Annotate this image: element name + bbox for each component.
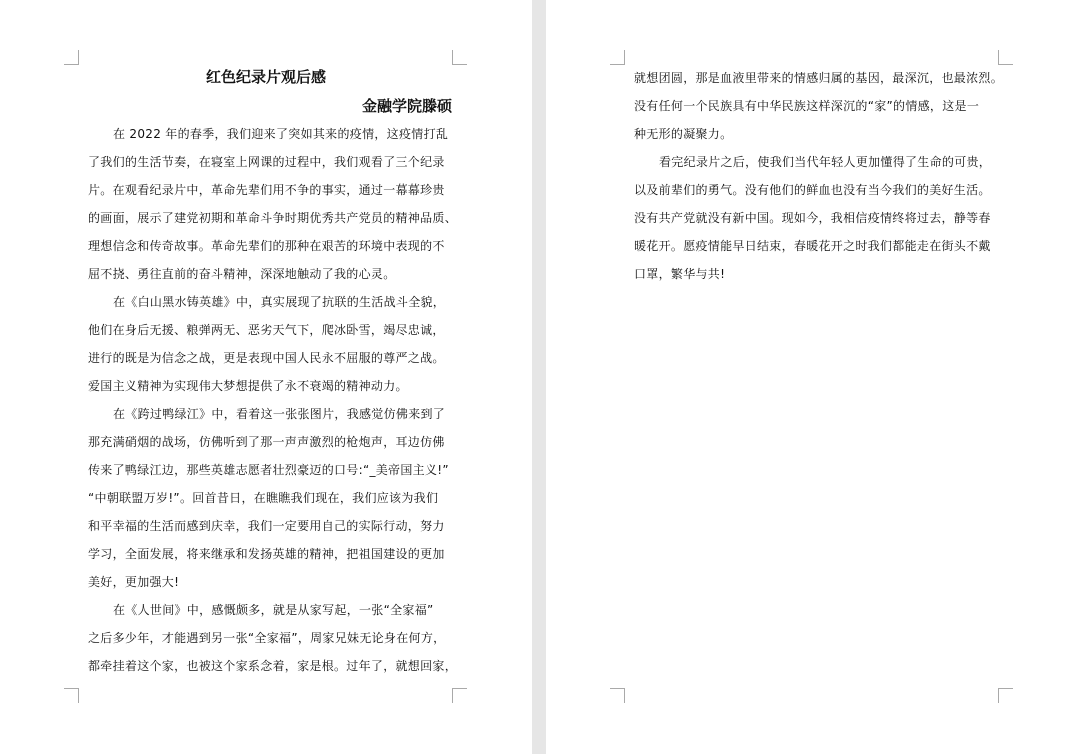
paragraph-line: 进行的既是为信念之战，更是表现中国人民永不屈服的尊严之战。 <box>88 351 445 365</box>
paragraph-line: 的画面，展示了建党初期和革命斗争时期优秀共产党员的精神品质、 <box>88 211 458 225</box>
paragraph-line: 以及前辈们的勇气。没有他们的鲜血也没有当今我们的美好生活。 <box>634 183 991 197</box>
paragraph-line: 美好，更加强大! <box>88 575 180 589</box>
crop-mark-top-right <box>998 50 1013 65</box>
document-author: 金融学院滕硕 <box>361 97 452 115</box>
crop-mark-bottom-left <box>64 688 79 703</box>
paragraph-line: 理想信念和传奇故事。革命先辈们的那种在艰苦的环境中表现的不 <box>88 239 445 253</box>
paragraph-line: 没有任何一个民族具有中华民族这样深沉的“家”的情感，这是一 <box>634 99 980 113</box>
paragraph-line: 在《跨过鸭绿江》中，看着这一张张图片，我感觉仿佛来到了 <box>113 407 446 421</box>
paragraph-line: 在《人世间》中，感慨颇多，就是从家写起，一张“全家福” <box>113 603 434 617</box>
paragraph-line: 就想团圆，那是血液里带来的情感归属的基因，最深沉，也最浓烈。 <box>634 71 1004 85</box>
paragraph-line: 传来了鸭绿江边，那些英雄志愿者壮烈豪迈的口号:“_美帝国主义!” <box>88 463 449 477</box>
paragraph-line: 屈不挠、勇往直前的奋斗精神，深深地触动了我的心灵。 <box>88 267 396 281</box>
paragraph-line: 口罩，繁华与共! <box>634 267 726 281</box>
document-title: 红色纪录片观后感 <box>205 68 326 86</box>
paragraph-line: 片。在观看纪录片中，革命先辈们用不争的事实，通过一幕幕珍贵 <box>88 183 445 197</box>
paragraph-line: 暖花开。愿疫情能早日结束，春暖花开之时我们都能走在街头不戴 <box>634 239 991 253</box>
paragraph-line: 种无形的凝聚力。 <box>634 127 733 141</box>
crop-mark-top-right <box>452 50 467 65</box>
crop-mark-bottom-right <box>452 688 467 703</box>
paragraph-line: 了我们的生活节奏，在寝室上网课的过程中，我们观看了三个纪录 <box>88 155 445 169</box>
page-1-body <box>88 120 468 680</box>
page-2-body <box>634 64 1024 288</box>
paragraph-line: 在 2022 年的春季，我们迎来了突如其来的疫情，这疫情打乱 <box>113 127 449 141</box>
crop-mark-bottom-left <box>610 688 625 703</box>
paragraph-line: 爱国主义精神为实现伟大梦想提供了永不衰竭的精神动力。 <box>88 379 408 393</box>
paragraph-line: “中朝联盟万岁!”。回首昔日，在瞧瞧我们现在，我们应该为我们 <box>88 491 439 505</box>
paragraph-line: 都牵挂着这个家，也被这个家系念着，家是根。过年了，就想回家， <box>88 659 458 673</box>
crop-mark-top-left <box>610 50 625 65</box>
crop-mark-bottom-right <box>998 688 1013 703</box>
paragraph-line: 他们在身后无援、粮弹两无、恶劣天气下，爬冰卧雪，竭尽忠诚， <box>88 323 445 337</box>
document-page-2 <box>546 0 1080 754</box>
paragraph-line: 看完纪录片之后，使我们当代年轻人更加懂得了生命的可贵， <box>659 155 992 169</box>
crop-mark-top-left <box>64 50 79 65</box>
document-page-1 <box>0 0 532 754</box>
paragraph-line: 和平幸福的生活而感到庆幸，我们一定要用自己的实际行动，努力 <box>88 519 445 533</box>
paragraph-line: 学习，全面发展，将来继承和发扬英雄的精神，把祖国建设的更加 <box>88 547 445 561</box>
paragraph-line: 之后多少年，才能遇到另一张“全家福”，周家兄妹无论身在何方， <box>88 631 446 645</box>
paragraph-line: 那充满硝烟的战场，仿佛听到了那一声声激烈的枪炮声，耳边仿佛 <box>88 435 445 449</box>
paragraph-line: 没有共产党就没有新中国。现如今，我相信疫情终将过去，静等春 <box>634 211 991 225</box>
paragraph-line: 在《白山黑水铸英雄》中，真实展现了抗联的生活战斗全貌， <box>113 295 446 309</box>
